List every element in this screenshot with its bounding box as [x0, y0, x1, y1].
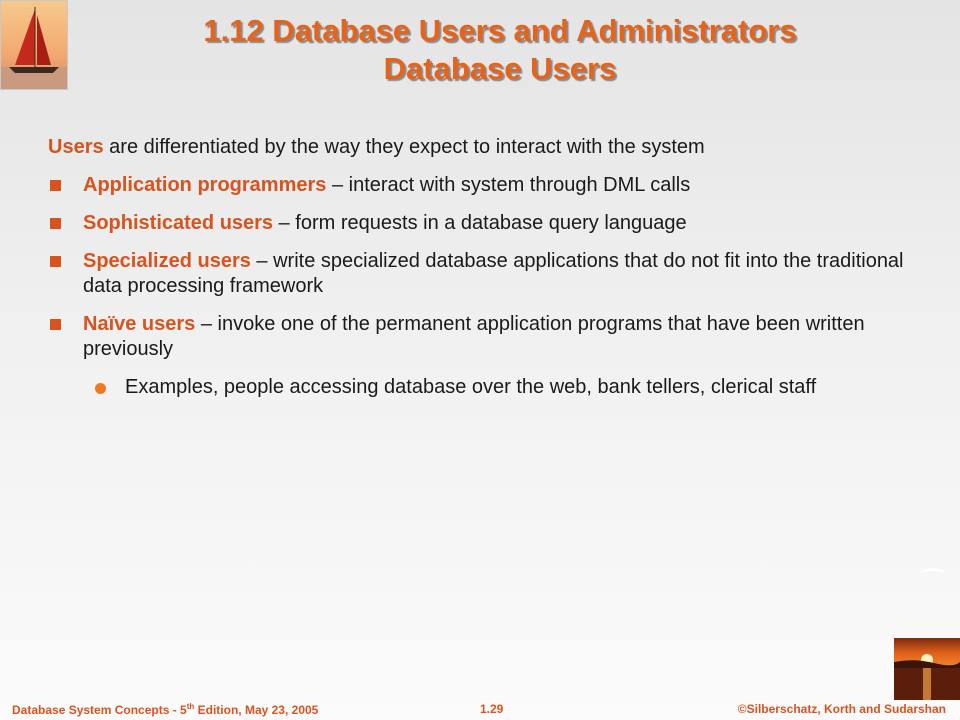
bullet-term: Sophisticated users — [83, 212, 274, 234]
decorative-swoosh-icon — [920, 568, 946, 581]
title-line-2: Database Users — [383, 51, 617, 86]
footer-book-title — [12, 702, 318, 717]
bullet-text: – write specialized database applications that do not fit into the traditional data processing framework — [83, 250, 904, 297]
list-item — [48, 249, 928, 299]
sub-list-item — [48, 375, 928, 400]
list-item — [48, 312, 928, 362]
footer-edition-sup: th — [186, 702, 195, 711]
intro-paragraph — [48, 135, 928, 160]
intro-text: are differentiated by the way they expect to interact with the system — [103, 136, 705, 158]
page-title — [90, 12, 910, 88]
bullet-term: Naïve users — [83, 313, 196, 335]
bullet-text: – form requests in a database query language — [273, 212, 687, 234]
bullet-text: – interact with system through DML calls — [326, 174, 691, 196]
footer — [0, 698, 960, 720]
page-number: 1.29 — [480, 702, 504, 716]
bullet-term: Application programmers — [83, 174, 327, 196]
sailboat-logo-icon — [0, 0, 68, 90]
square-bullet-icon — [50, 319, 61, 330]
square-bullet-icon — [50, 180, 61, 191]
list-item — [48, 173, 928, 198]
footer-copyright: ©Silberschatz, Korth and Sudarshan — [737, 702, 946, 716]
square-bullet-icon — [50, 218, 61, 229]
bullet-text: – invoke one of the permanent application programs that have been written previously — [83, 313, 865, 360]
sunset-logo-icon — [894, 638, 960, 700]
footer-edition-rest: Edition, May 23, 2005 — [194, 703, 319, 717]
square-bullet-icon — [50, 256, 61, 267]
sub-bullet-text: Examples, people accessing database over the web, bank tellers, clerical staff — [125, 376, 817, 398]
round-bullet-icon — [95, 383, 106, 394]
title-line-1: 1.12 Database Users and Administrators — [203, 13, 797, 48]
footer-book-text: Database System Concepts - 5 — [12, 703, 187, 717]
intro-highlight: Users — [48, 136, 104, 158]
bullet-term: Specialized users — [83, 250, 251, 272]
slide-content — [48, 135, 928, 413]
list-item — [48, 211, 928, 236]
